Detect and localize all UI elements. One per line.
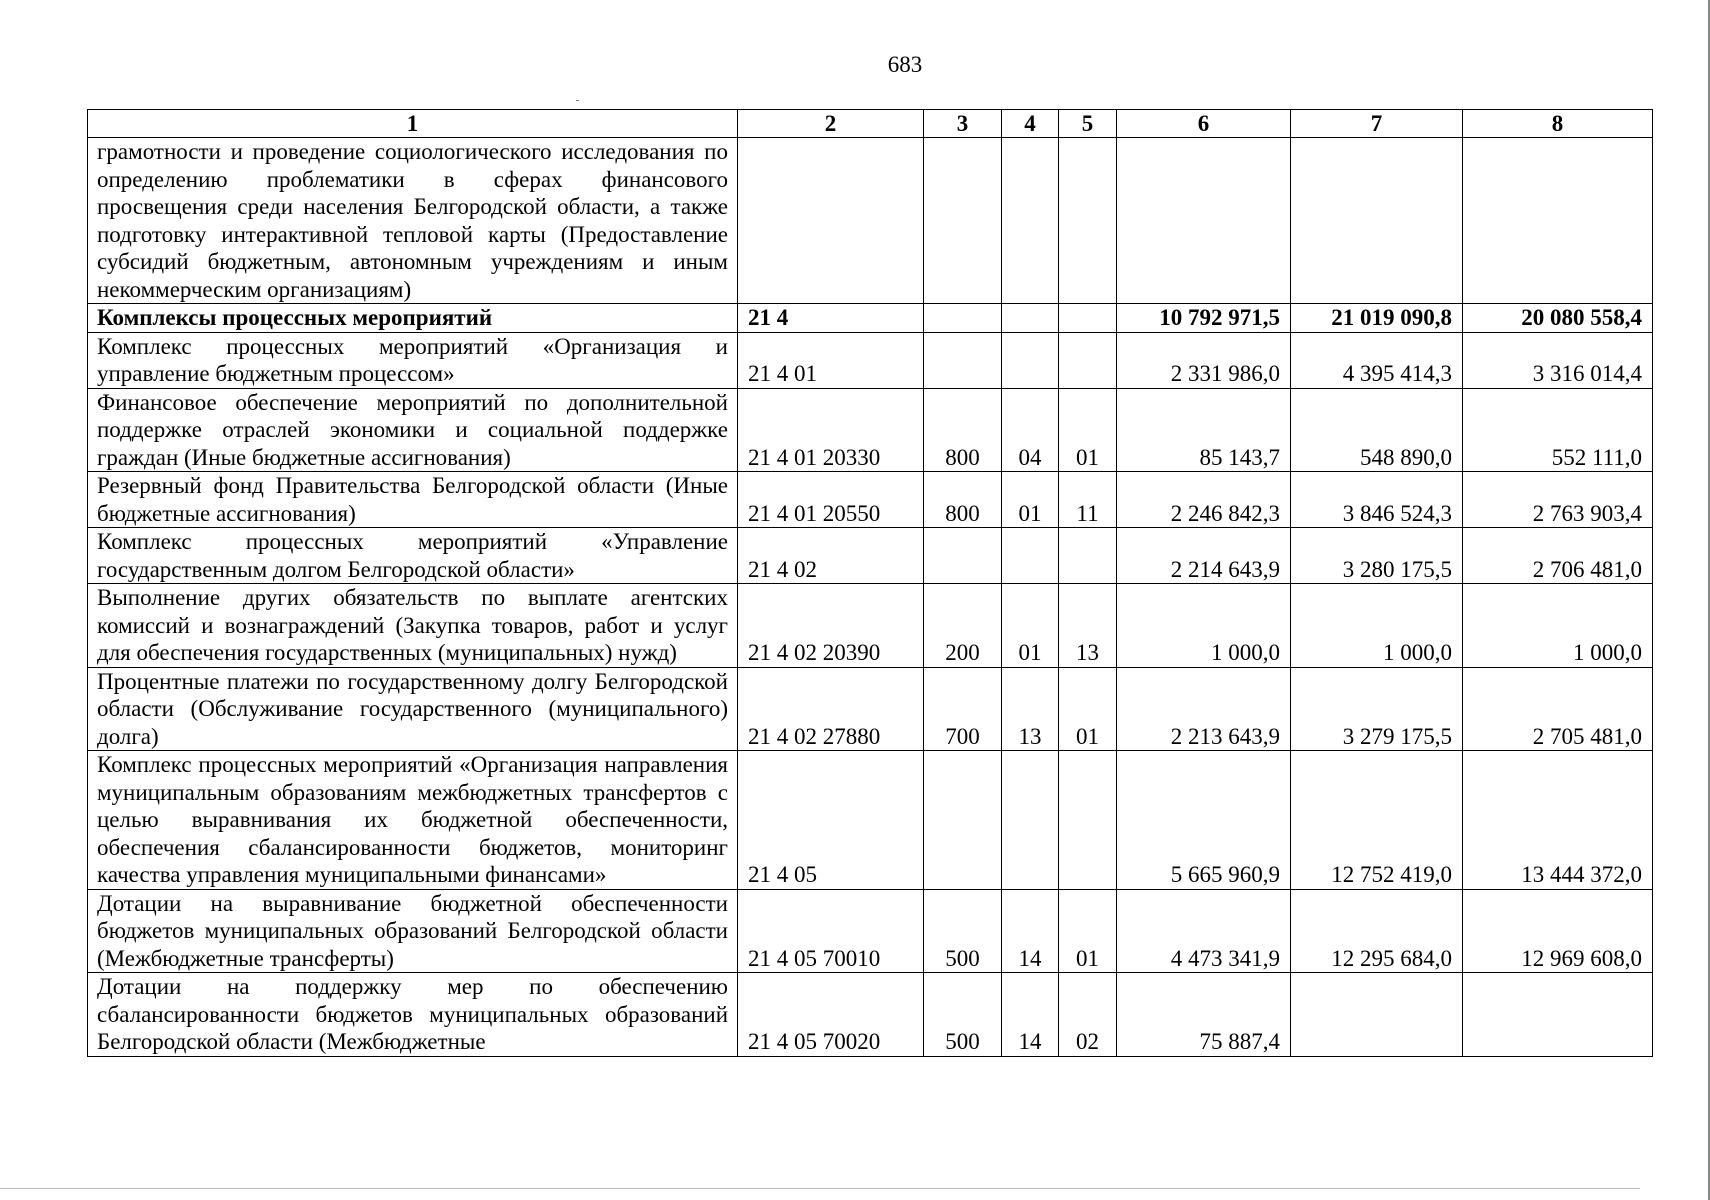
amount-col-6: 2 213 643,9 <box>1117 667 1291 751</box>
scan-edge-line <box>0 1188 1640 1189</box>
budget-code: 21 4 01 20330 <box>738 388 924 472</box>
amount-col-7: 12 295 684,0 <box>1291 889 1463 973</box>
column-header: 6 <box>1117 110 1291 138</box>
amount-col-8: 3 316 014,4 <box>1463 332 1653 388</box>
amount-col-7: 1 000,0 <box>1291 584 1463 668</box>
expense-type-code: 500 <box>924 889 1002 973</box>
budget-code: 21 4 02 <box>738 528 924 584</box>
budget-code: 21 4 01 <box>738 332 924 388</box>
amount-col-7: 21 019 090,8 <box>1291 304 1463 333</box>
section-code <box>1002 138 1059 304</box>
section-code: 04 <box>1002 388 1059 472</box>
amount-col-8: 552 111,0 <box>1463 388 1653 472</box>
budget-code <box>738 138 924 304</box>
table-row <box>88 304 1653 333</box>
section-code <box>1002 332 1059 388</box>
subsection-code: 02 <box>1059 973 1117 1057</box>
amount-col-7: 3 279 175,5 <box>1291 667 1463 751</box>
table-row <box>88 388 1653 472</box>
budget-table <box>87 109 1653 1057</box>
table-row <box>88 138 1653 304</box>
expense-type-code <box>924 751 1002 890</box>
amount-col-6: 2 331 986,0 <box>1117 332 1291 388</box>
section-code <box>1002 751 1059 890</box>
section-code: 13 <box>1002 667 1059 751</box>
table-row <box>88 584 1653 668</box>
amount-col-8: 20 080 558,4 <box>1463 304 1653 333</box>
amount-col-6: 75 887,4 <box>1117 973 1291 1057</box>
row-description: грамотности и проведение социологического исследования по определению проблематики в сферах финансового просвещения среди населения Белгородской области, а также подготовку интерактивной тепловой карты (Предоставление субсидий бюджетным, автономным учреждениям и иным некоммерческим организациям) <box>88 138 738 304</box>
amount-col-7: 3 280 175,5 <box>1291 528 1463 584</box>
subsection-code <box>1059 304 1117 333</box>
amount-col-6 <box>1117 138 1291 304</box>
amount-col-7: 12 752 419,0 <box>1291 751 1463 890</box>
amount-col-8 <box>1463 973 1653 1057</box>
expense-type-code <box>924 138 1002 304</box>
subsection-code <box>1059 332 1117 388</box>
amount-col-6: 2 214 643,9 <box>1117 528 1291 584</box>
expense-type-code <box>924 332 1002 388</box>
scan-mark <box>576 100 579 101</box>
column-header: 8 <box>1463 110 1653 138</box>
column-header: 7 <box>1291 110 1463 138</box>
expense-type-code: 500 <box>924 973 1002 1057</box>
row-description: Резервный фонд Правительства Белгородской области (Иные бюджетные ассигнования) <box>88 472 738 528</box>
row-description: Выполнение других обязательств по выплате агентских комиссий и вознаграждений (Закупка товаров, работ и услуг для обеспечения государственных (муниципальных) нужд) <box>88 584 738 668</box>
amount-col-8: 2 705 481,0 <box>1463 667 1653 751</box>
page-number: 683 <box>887 52 923 77</box>
amount-col-7 <box>1291 138 1463 304</box>
row-description: Комплекс процессных мероприятий «Организация направления муниципальным образованиям межбюджетных трансфертов с целью выравнивания их бюджетной обеспеченности, обеспечения сбалансированности бюджетов, мониторинг качества управления муниципальными финансами» <box>88 751 738 890</box>
subsection-code: 01 <box>1059 889 1117 973</box>
subsection-code: 01 <box>1059 667 1117 751</box>
subsection-code: 13 <box>1059 584 1117 668</box>
table-row <box>88 889 1653 973</box>
amount-col-6: 2 246 842,3 <box>1117 472 1291 528</box>
section-code <box>1002 304 1059 333</box>
section-code: 01 <box>1002 584 1059 668</box>
amount-col-7: 3 846 524,3 <box>1291 472 1463 528</box>
subsection-code: 11 <box>1059 472 1117 528</box>
row-description: Комплексы процессных мероприятий <box>88 304 738 333</box>
subsection-code <box>1059 138 1117 304</box>
row-description: Процентные платежи по государственному долгу Белгородской области (Обслуживание государственного (муниципального) долга) <box>88 667 738 751</box>
amount-col-8 <box>1463 138 1653 304</box>
table-row <box>88 528 1653 584</box>
budget-code: 21 4 02 20390 <box>738 584 924 668</box>
row-description: Дотации на выравнивание бюджетной обеспеченности бюджетов муниципальных образований Белгородской области (Межбюджетные трансферты) <box>88 889 738 973</box>
amount-col-7: 548 890,0 <box>1291 388 1463 472</box>
amount-col-6: 5 665 960,9 <box>1117 751 1291 890</box>
amount-col-8: 13 444 372,0 <box>1463 751 1653 890</box>
budget-code: 21 4 01 20550 <box>738 472 924 528</box>
amount-col-6: 85 143,7 <box>1117 388 1291 472</box>
budget-code: 21 4 05 70020 <box>738 973 924 1057</box>
row-description: Комплекс процессных мероприятий «Организация и управление бюджетным процессом» <box>88 332 738 388</box>
column-header: 1 <box>88 110 738 138</box>
row-description: Дотации на поддержку мер по обеспечению сбалансированности бюджетов муниципальных образований Белгородской области (Межбюджетные <box>88 973 738 1057</box>
expense-type-code: 700 <box>924 667 1002 751</box>
amount-col-8: 2 763 903,4 <box>1463 472 1653 528</box>
amount-col-8: 2 706 481,0 <box>1463 528 1653 584</box>
table-row <box>88 332 1653 388</box>
column-header: 2 <box>738 110 924 138</box>
expense-type-code <box>924 304 1002 333</box>
budget-code: 21 4 <box>738 304 924 333</box>
table-row <box>88 472 1653 528</box>
row-description: Комплекс процессных мероприятий «Управление государственным долгом Белгородской области» <box>88 528 738 584</box>
budget-code: 21 4 05 70010 <box>738 889 924 973</box>
expense-type-code: 800 <box>924 388 1002 472</box>
section-code: 14 <box>1002 973 1059 1057</box>
row-description: Финансовое обеспечение мероприятий по дополнительной поддержке отраслей экономики и социальной поддержке граждан (Иные бюджетные ассигнования) <box>88 388 738 472</box>
amount-col-8: 1 000,0 <box>1463 584 1653 668</box>
column-number-row <box>88 110 1653 138</box>
amount-col-6: 1 000,0 <box>1117 584 1291 668</box>
amount-col-7 <box>1291 973 1463 1057</box>
table-row <box>88 973 1653 1057</box>
column-header: 3 <box>924 110 1002 138</box>
budget-code: 21 4 02 27880 <box>738 667 924 751</box>
table-row <box>88 751 1653 890</box>
expense-type-code: 800 <box>924 472 1002 528</box>
amount-col-6: 10 792 971,5 <box>1117 304 1291 333</box>
amount-col-8: 12 969 608,0 <box>1463 889 1653 973</box>
column-header: 4 <box>1002 110 1059 138</box>
section-code: 14 <box>1002 889 1059 973</box>
budget-code: 21 4 05 <box>738 751 924 890</box>
expense-type-code: 200 <box>924 584 1002 668</box>
subsection-code <box>1059 751 1117 890</box>
expense-type-code <box>924 528 1002 584</box>
subsection-code <box>1059 528 1117 584</box>
column-header: 5 <box>1059 110 1117 138</box>
amount-col-6: 4 473 341,9 <box>1117 889 1291 973</box>
table-row <box>88 667 1653 751</box>
section-code <box>1002 528 1059 584</box>
section-code: 01 <box>1002 472 1059 528</box>
subsection-code: 01 <box>1059 388 1117 472</box>
amount-col-7: 4 395 414,3 <box>1291 332 1463 388</box>
